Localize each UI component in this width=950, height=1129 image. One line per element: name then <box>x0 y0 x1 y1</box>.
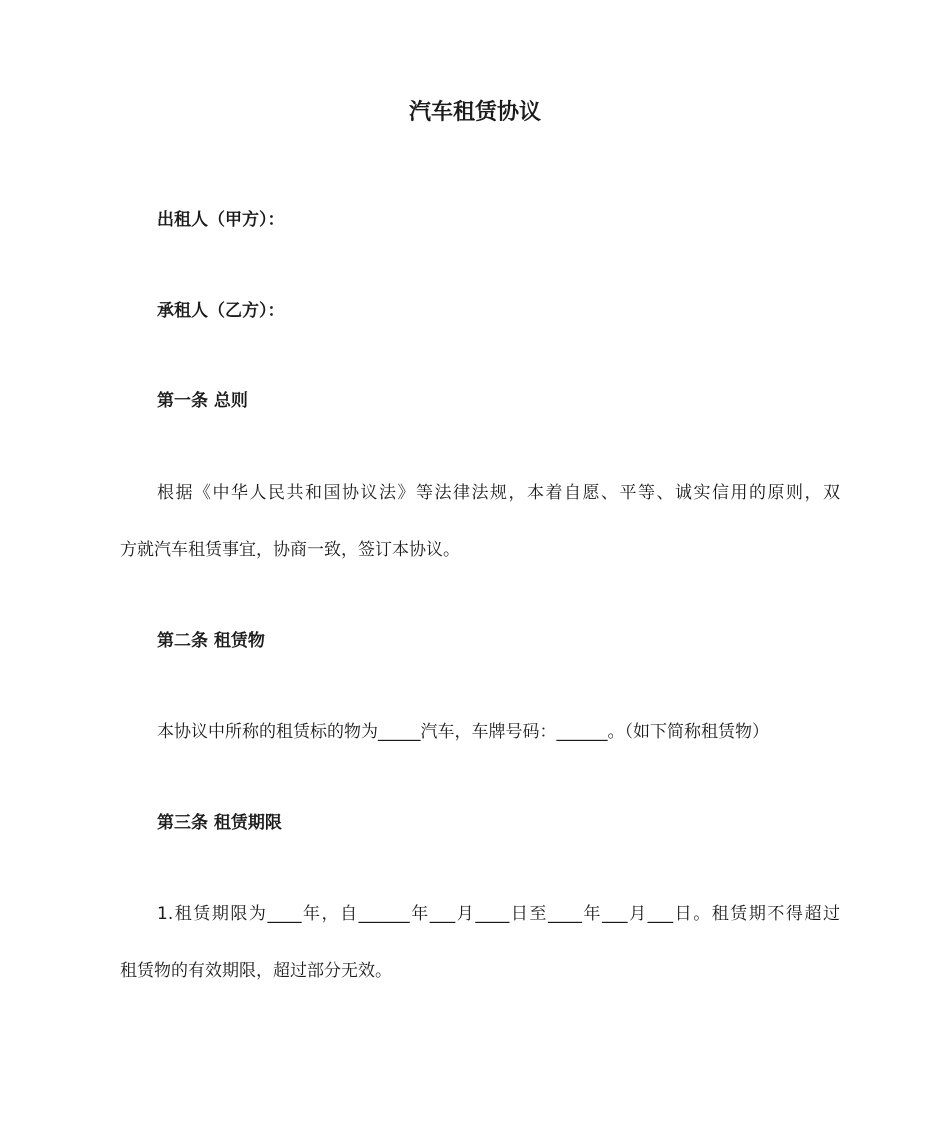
article1-body-line2: 方就汽车租赁事宜，协商一致，签订本协议。 <box>120 540 460 560</box>
article1-heading: 第一条 总则 <box>157 391 248 411</box>
article3-body-line2: 租赁物的有效期限，超过部分无效。 <box>120 961 392 981</box>
article1-body-line1: 根据《中华人民共和国协议法》等法律法规，本着自愿、平等、诚实信用的原则，双 <box>157 483 840 503</box>
article3-body-line1: 1.租赁期限为____年，自______年___月____日至____年___月___日。租赁期不得超过 <box>157 904 840 924</box>
lessor-label: 出租人（甲方）： <box>157 210 285 230</box>
article3-heading: 第三条 租赁期限 <box>157 813 282 833</box>
lessee-label: 承租人（乙方）： <box>157 301 285 321</box>
article2-body: 本协议中所称的租赁标的物为_____汽车，车牌号码：______。（如下简称租赁物） <box>157 722 769 742</box>
document-title: 汽车租赁协议 <box>408 100 541 125</box>
article2-heading: 第二条 租赁物 <box>157 631 265 651</box>
